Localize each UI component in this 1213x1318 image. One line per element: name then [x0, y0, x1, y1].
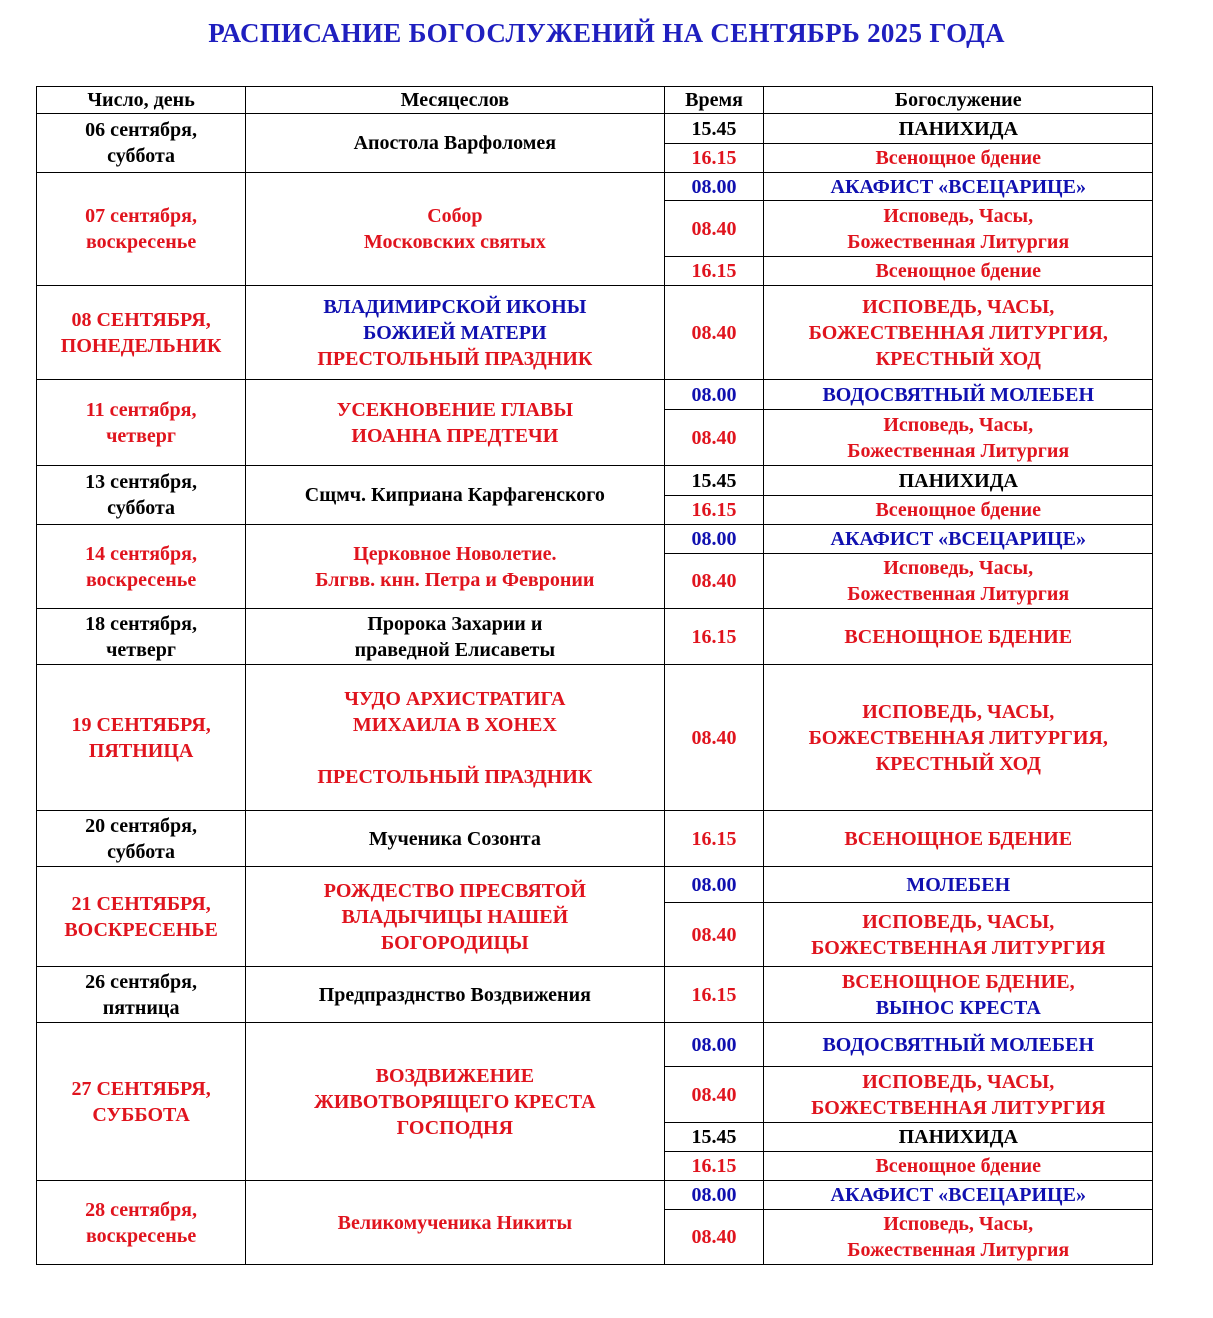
service-text: ВОДОСВЯТНЫЙ МОЛЕБЕН	[822, 1033, 1095, 1056]
time-cell: 08.00	[664, 173, 764, 201]
service-cell	[764, 1210, 1153, 1265]
time-cell: 15.45	[664, 466, 764, 496]
time-cell: 16.15	[664, 1152, 764, 1181]
service-text: Исповедь, Часы, Божественная Литургия	[847, 413, 1070, 462]
calendar-text: ВЛАДИМИРСКОЙ ИКОНЫ БОЖИЕЙ МАТЕРИ	[323, 295, 587, 344]
table-row	[37, 665, 1153, 811]
service-text: ВОДОСВЯТНЫЙ МОЛЕБЕН	[822, 383, 1095, 406]
service-cell	[764, 665, 1153, 811]
date-cell	[37, 811, 246, 867]
time-cell: 08.40	[664, 1067, 764, 1123]
date-text: 13 сентября, суббота	[85, 471, 198, 519]
table-row	[37, 1023, 1153, 1067]
calendar-text: Мученика Созонта	[368, 827, 541, 850]
service-text: ПАНИХИДА	[898, 117, 1018, 140]
date-cell	[37, 525, 246, 609]
service-text: Исповедь, Часы, Божественная Литургия	[847, 204, 1070, 253]
time-cell: 08.00	[664, 1181, 764, 1210]
header-row	[37, 87, 1153, 114]
date-cell	[37, 867, 246, 967]
time-cell: 16.15	[664, 144, 764, 173]
date-text: 26 сентября, пятница	[85, 970, 198, 1019]
service-cell	[764, 1067, 1153, 1123]
service-text: Всенощное бдение	[875, 1155, 1042, 1177]
service-text: Исповедь, Часы, Божественная Литургия	[847, 557, 1070, 605]
service-cell	[764, 410, 1153, 466]
service-cell	[764, 967, 1153, 1023]
service-cell	[764, 201, 1153, 257]
calendar-text: Пророка Захарии и праведной Елисаветы	[354, 612, 556, 661]
calendar-cell	[246, 380, 664, 466]
table-row	[37, 867, 1153, 903]
service-cell	[764, 173, 1153, 201]
service-text: АКАФИСТ «ВСЕЦАРИЦЕ»	[830, 175, 1086, 198]
time-cell: 15.45	[664, 114, 764, 144]
service-text: Исповедь, Часы, Божественная Литургия	[847, 1213, 1070, 1261]
service-text: ИСПОВЕДЬ, ЧАСЫ, БОЖЕСТВЕННАЯ ЛИТУРГИЯ, КРЕСТНЫЙ ХОД	[808, 295, 1108, 370]
service-text: МОЛЕБЕН	[906, 873, 1011, 896]
calendar-cell	[246, 811, 664, 867]
calendar-text: Сщмч. Киприана Карфагенского	[304, 484, 605, 506]
time-cell: 15.45	[664, 1123, 764, 1152]
schedule-table	[36, 86, 1153, 1265]
service-text: ВСЕНОЩНОЕ БДЕНИЕ	[844, 625, 1073, 648]
calendar-text: Апостола Варфоломея	[353, 132, 557, 154]
time-cell: 16.15	[664, 811, 764, 867]
time-cell: 16.15	[664, 609, 764, 665]
service-cell	[764, 380, 1153, 410]
service-cell	[764, 114, 1153, 144]
calendar-text: РОЖДЕСТВО ПРЕСВЯТОЙ ВЛАДЫЧИЦЫ НАШЕЙ БОГОРОДИЦЫ	[323, 879, 586, 954]
calendar-cell	[246, 609, 664, 665]
date-text: 18 сентября, четверг	[85, 612, 198, 661]
date-text: 20 сентября, суббота	[85, 814, 198, 863]
date-text: 11 сентября, четверг	[85, 398, 197, 447]
service-cell	[764, 525, 1153, 554]
table-row	[37, 525, 1153, 554]
time-cell: 08.40	[664, 903, 764, 967]
header-calendar: Месяцеслов	[246, 87, 664, 114]
table-row	[37, 286, 1153, 380]
table-row	[37, 967, 1153, 1023]
time-cell: 08.40	[664, 201, 764, 257]
calendar-text: УСЕКНОВЕНИЕ ГЛАВЫ ИОАННА ПРЕДТЕЧИ	[336, 398, 573, 447]
service-cell	[764, 811, 1153, 867]
time-cell: 08.40	[664, 665, 764, 811]
date-cell	[37, 466, 246, 525]
schedule-body	[37, 114, 1153, 1265]
calendar-cell	[246, 1181, 664, 1265]
time-cell: 16.15	[664, 257, 764, 286]
date-cell	[37, 609, 246, 665]
table-row	[37, 1181, 1153, 1210]
service-text: ИСПОВЕДЬ, ЧАСЫ, БОЖЕСТВЕННАЯ ЛИТУРГИЯ	[811, 910, 1106, 959]
date-cell	[37, 286, 246, 380]
service-text: ИСПОВЕДЬ, ЧАСЫ, БОЖЕСТВЕННАЯ ЛИТУРГИЯ, КРЕСТНЫЙ ХОД	[808, 700, 1108, 775]
header-time: Время	[664, 87, 764, 114]
service-text: ПАНИХИДА	[898, 1126, 1018, 1148]
service-text: ИСПОВЕДЬ, ЧАСЫ, БОЖЕСТВЕННАЯ ЛИТУРГИЯ	[811, 1070, 1106, 1119]
table-row	[37, 114, 1153, 144]
service-cell	[764, 496, 1153, 525]
time-cell: 08.40	[664, 410, 764, 466]
time-cell: 08.40	[664, 286, 764, 380]
calendar-cell	[246, 466, 664, 525]
date-text: 14 сентября, воскресенье	[85, 542, 198, 591]
date-cell	[37, 380, 246, 466]
calendar-cell	[246, 867, 664, 967]
service-text: ПАНИХИДА	[898, 469, 1018, 492]
calendar-cell	[246, 173, 664, 286]
service-cell	[764, 1181, 1153, 1210]
date-text: 21 СЕНТЯБРЯ, ВОСКРЕСЕНЬЕ	[64, 892, 218, 941]
header-service: Богослужение	[764, 87, 1153, 114]
table-row	[37, 380, 1153, 410]
time-cell: 08.00	[664, 525, 764, 554]
calendar-cell	[246, 1023, 664, 1181]
date-text: 27 СЕНТЯБРЯ, СУББОТА	[71, 1077, 211, 1126]
date-text: 07 сентября, воскресенье	[85, 205, 198, 253]
service-text: ВСЕНОЩНОЕ БДЕНИЕ,	[841, 970, 1075, 993]
service-text: ВСЕНОЩНОЕ БДЕНИЕ	[844, 827, 1073, 850]
table-row	[37, 811, 1153, 867]
service-cell	[764, 609, 1153, 665]
date-text: 19 СЕНТЯБРЯ, ПЯТНИЦА	[71, 713, 211, 762]
service-cell	[764, 1123, 1153, 1152]
calendar-text: Великомученика Никиты	[337, 1211, 573, 1234]
time-cell: 08.40	[664, 554, 764, 609]
calendar-text: ЧУДО АРХИСТРАТИГА МИХАИЛА В ХОНЕХ	[344, 687, 566, 736]
date-cell	[37, 1023, 246, 1181]
service-cell	[764, 1152, 1153, 1181]
service-cell	[764, 1023, 1153, 1067]
table-row	[37, 609, 1153, 665]
calendar-cell	[246, 967, 664, 1023]
calendar-text: ПРЕСТОЛЬНЫЙ ПРАЗДНИК	[317, 765, 593, 788]
calendar-cell	[246, 114, 664, 173]
time-cell: 08.40	[664, 1210, 764, 1265]
date-cell	[37, 967, 246, 1023]
service-cell	[764, 466, 1153, 496]
service-text: Всенощное бдение	[875, 147, 1042, 169]
calendar-cell	[246, 665, 664, 811]
table-row	[37, 466, 1153, 496]
time-cell: 08.00	[664, 380, 764, 410]
calendar-text: Предпразднство Воздвижения	[318, 983, 591, 1006]
service-text: Всенощное бдение	[875, 260, 1042, 282]
date-cell	[37, 114, 246, 173]
date-text: 08 СЕНТЯБРЯ, ПОНЕДЕЛЬНИК	[60, 308, 222, 357]
table-row	[37, 173, 1153, 201]
service-cell	[764, 286, 1153, 380]
time-cell: 08.00	[664, 867, 764, 903]
date-cell	[37, 1181, 246, 1265]
date-text: 06 сентября, суббота	[85, 119, 198, 167]
service-cell	[764, 903, 1153, 967]
service-text: АКАФИСТ «ВСЕЦАРИЦЕ»	[830, 1184, 1086, 1206]
time-cell: 16.15	[664, 967, 764, 1023]
calendar-text: ПРЕСТОЛЬНЫЙ ПРАЗДНИК	[317, 347, 593, 370]
service-cell	[764, 554, 1153, 609]
service-cell	[764, 144, 1153, 173]
calendar-text: Собор Московских святых	[363, 205, 546, 253]
date-cell	[37, 665, 246, 811]
date-text: 28 сентября, воскресенье	[85, 1198, 198, 1247]
header-date: Число, день	[37, 87, 246, 114]
service-cell	[764, 257, 1153, 286]
time-cell: 08.00	[664, 1023, 764, 1067]
calendar-cell	[246, 286, 664, 380]
service-text: ВЫНОС КРЕСТА	[875, 996, 1041, 1019]
calendar-text: Церковное Новолетие. Блгвв. кнн. Петра и Февронии	[315, 542, 595, 591]
calendar-cell	[246, 525, 664, 609]
time-cell: 16.15	[664, 496, 764, 525]
service-text: АКАФИСТ «ВСЕЦАРИЦЕ»	[830, 528, 1086, 550]
page-title: РАСПИСАНИЕ БОГОСЛУЖЕНИЙ НА СЕНТЯБРЬ 2025 ГОДА	[208, 18, 1005, 48]
service-text: Всенощное бдение	[875, 499, 1042, 521]
date-cell	[37, 173, 246, 286]
calendar-text: ВОЗДВИЖЕНИЕ ЖИВОТВОРЯЩЕГО КРЕСТА ГОСПОДНЯ	[314, 1064, 596, 1139]
service-cell	[764, 867, 1153, 903]
